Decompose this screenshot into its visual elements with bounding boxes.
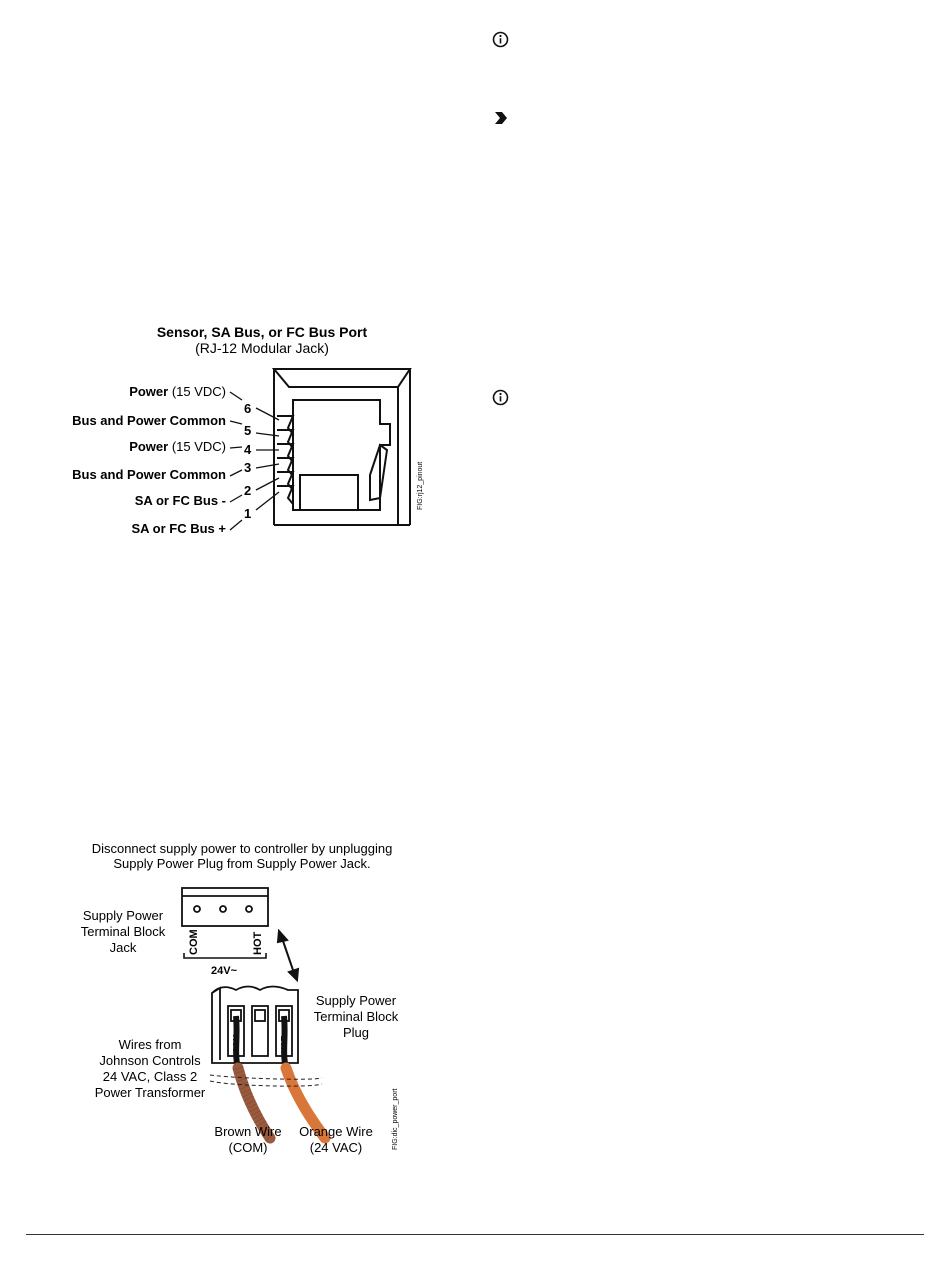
jack-label-line3: Jack xyxy=(109,940,137,955)
figure-caption-line2: Supply Power Plug from Supply Power Jack. xyxy=(113,856,371,871)
orange-wire-label-line1: Orange Wire xyxy=(299,1124,373,1139)
jack-label-line2: Terminal Block xyxy=(80,924,166,939)
orange-wire-label-line2: (24 VAC) xyxy=(309,1140,363,1155)
pin-6-label: Power (15 VDC) xyxy=(129,384,226,399)
figure-caption-line1: Disconnect supply power to controller by unplugging xyxy=(91,841,393,856)
brown-wire-label-line2: (COM) xyxy=(228,1140,268,1155)
rj12-jack-drawing xyxy=(274,369,410,525)
plug-label-line1: Supply Power xyxy=(315,993,397,1008)
pin-5-label: Bus and Power Common xyxy=(72,413,226,428)
pin-4-label: Power (15 VDC) xyxy=(129,439,226,454)
pin-6-number: 6 xyxy=(244,401,252,416)
figure-subtitle: (RJ-12 Modular Jack) xyxy=(195,340,329,356)
wires-label-line2: Johnson Controls xyxy=(99,1053,201,1068)
terminal-block-jack xyxy=(182,888,268,926)
chevron-right-icon xyxy=(494,111,508,125)
pin-5-number: 5 xyxy=(244,423,252,438)
pin-2-number: 2 xyxy=(244,483,252,498)
brown-wire-label-line1: Brown Wire xyxy=(214,1124,282,1139)
plug-com-label: COM xyxy=(232,1034,241,1053)
pin-1-label: SA or FC Bus + xyxy=(131,521,226,536)
wire-group-dashed xyxy=(210,1075,322,1086)
wires-label-line1: Wires from xyxy=(118,1037,182,1052)
supply-power-figure xyxy=(60,838,420,1163)
rj12-pinout-figure xyxy=(50,320,450,545)
voltage-label: 24V~ xyxy=(211,965,237,977)
jack-label-line1: Supply Power xyxy=(82,908,164,923)
info-icon xyxy=(492,389,509,406)
footer-rule xyxy=(26,1234,924,1235)
jack-hot-label: HOT xyxy=(252,931,264,955)
figure-id: FIG:rj12_pinout xyxy=(417,461,424,510)
wires-label-line4: Power Transformer xyxy=(94,1085,206,1100)
plug-hot-label: HOT xyxy=(280,1036,289,1053)
pin-2-label: SA or FC Bus - xyxy=(134,493,226,508)
pin-3-label: Bus and Power Common xyxy=(72,467,226,482)
pin-4-number: 4 xyxy=(244,442,252,457)
plug-label-line3: Plug xyxy=(342,1025,370,1040)
double-arrow xyxy=(278,931,298,980)
pin-1-number: 1 xyxy=(244,506,252,521)
figure-title: Sensor, SA Bus, or FC Bus Port xyxy=(156,324,368,340)
plug-label-line2: Terminal Block xyxy=(313,1009,399,1024)
wires-label-line3: 24 VAC, Class 2 xyxy=(102,1069,198,1084)
info-icon xyxy=(492,31,509,48)
pin-3-number: 3 xyxy=(244,460,252,475)
jack-com-label: COM xyxy=(188,929,200,955)
figure-id: FIG:dic_power_port xyxy=(392,1088,399,1150)
